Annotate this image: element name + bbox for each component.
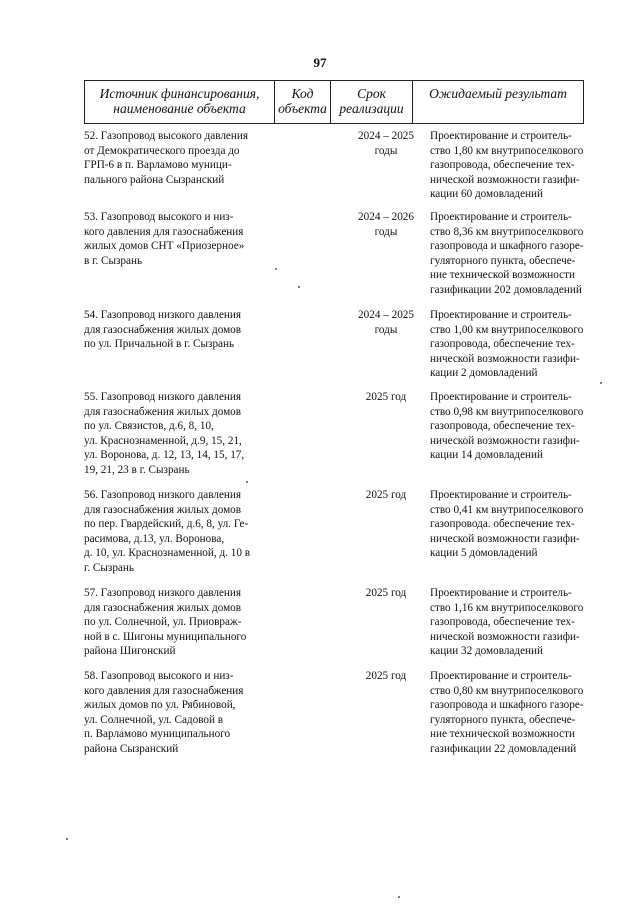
page-number: 97 bbox=[313, 55, 327, 70]
row-source: 54. Газопровод низкого давления для газоснабжения жилых домов по ул. Причальной в г. Сызрань bbox=[84, 309, 242, 351]
row-result: Проектирование и строитель- ство 1,00 км внутрипоселкового газопровода, обеспечение тех- нической возможности газифи- кации 2 домовладений bbox=[430, 309, 584, 380]
row-period: 2024 – 2025 годы bbox=[358, 309, 414, 336]
row-source: 53. Газопровод высокого и низ- кого давления для газоснабжения жилых домов СНТ «Приозерное» в г. Сызрань bbox=[84, 211, 245, 267]
header-period: Срок реализации bbox=[331, 81, 413, 123]
scan-speck bbox=[66, 838, 68, 840]
row-period: 2025 год bbox=[365, 670, 407, 682]
table-header bbox=[84, 80, 584, 124]
row-period: 2025 год bbox=[365, 489, 407, 501]
row-source: 55. Газопровод низкого давления для газоснабжения жилых домов по ул. Связистов, д.6, 8, 10, ул. Краснознаменной, д.9, 15, 21, ул. Воронова, д. 12, 13, 14, 15, 17, 19, 21, 23 в г. Сызрань bbox=[84, 391, 245, 476]
scan-speck bbox=[600, 382, 602, 384]
scan-speck bbox=[398, 896, 400, 898]
row-source: 57. Газопровод низкого давления для газоснабжения жилых домов по ул. Солнечной, ул. Приовраж- ной в с. Шигоны муниципального района Шигонский bbox=[84, 587, 247, 658]
scan-speck bbox=[246, 481, 248, 483]
row-period: 2025 год bbox=[365, 587, 407, 599]
row-period: 2024 – 2026 годы bbox=[358, 211, 414, 238]
row-source: 56. Газопровод низкого давления для газоснабжения жилых домов по пер. Гвардейский, д.6, 8, ул. Ге- расимова, д.13, ул. Воронова, д. 10, ул. Краснознаменной, д. 10 в г. Сызрань bbox=[84, 489, 251, 574]
row-period: 2024 – 2025 годы bbox=[358, 130, 414, 157]
row-source: 58. Газопровод высокого и низ- кого давления для газоснабжения жилых домов по ул. Рябиновой, ул. Солнечной, ул. Садовой в п. Варламово муниципального района Сызранский bbox=[84, 670, 244, 755]
row-result: Проектирование и строитель- ство 8,36 км внутрипоселкового газопровода и шкафного газоре- гуляторного пункта, обеспече- ние технической возможности газификации 202 домовладений bbox=[430, 211, 584, 296]
row-result: Проектирование и строитель- ство 0,98 км внутрипоселкового газопровода, обеспечение тех- нической возможности газифи- кации 14 домовладений bbox=[430, 391, 584, 462]
header-source: Источник финансирования, наименование объекта bbox=[85, 81, 275, 123]
row-result: Проектирование и строитель- ство 1,16 км внутрипоселкового газопровода, обеспечение тех- нической возможности газифи- кации 32 домовладений bbox=[430, 587, 584, 658]
row-result: Проектирование и строитель- ство 1,80 км внутрипоселкового газопровода, обеспечение тех- нической возможности газифи- кации 60 домовладений bbox=[430, 130, 584, 201]
row-period: 2025 год bbox=[365, 391, 407, 403]
row-result: Проектирование и строитель- ство 0,80 км внутрипоселкового газопровода и шкафного газоре- гуляторного пункта, обеспече- ние технической возможности газификации 22 домовладений bbox=[430, 670, 584, 755]
scan-speck bbox=[275, 268, 277, 270]
row-result: Проектирование и строитель- ство 0,41 км внутрипоселкового газопровода. обеспечение тех- нической возможности газифи- кации 5 домовладений bbox=[430, 489, 584, 560]
row-source: 52. Газопровод высокого давления от Демократического проезда до ГРП-6 в п. Варламово муници- пального района Сызранский bbox=[84, 130, 249, 186]
header-code: Код объекта bbox=[275, 81, 331, 123]
scan-speck bbox=[298, 286, 300, 288]
header-result: Ожидаемый результат bbox=[429, 86, 567, 101]
